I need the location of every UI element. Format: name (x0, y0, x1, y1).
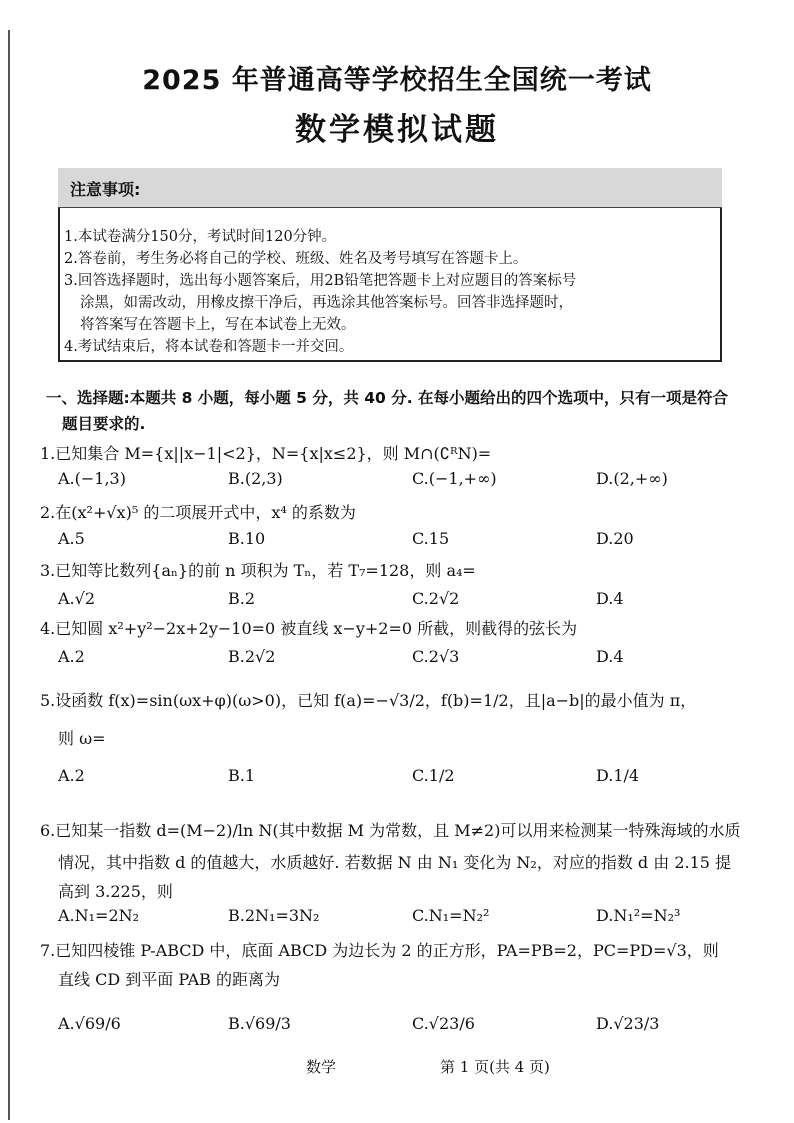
question-3-stem: 3.已知等比数列{aₙ}的前 n 项积为 Tₙ，若 T₇=128，则 a₄= (40, 561, 476, 580)
question-1-option-b: B.(2,3) (228, 469, 283, 488)
footer-subject: 数学 (306, 1058, 337, 1076)
section-heading-line-1: 一、选择题:本题共 8 小题，每小题 5 分，共 40 分. 在每小题给出的四个选项中，只有一项是符合 (46, 389, 729, 407)
question-6-stem-line-1: 6.已知某一指数 d=(M−2)/ln N(其中数据 M 为常数，且 M≠2)可以用来检测某一特殊海域的水质 (40, 821, 741, 840)
exam-title: 2025 年普通高等学校招生全国统一考试 (142, 65, 652, 96)
question-6-option-a: A.N₁=2N₂ (58, 906, 140, 925)
notice-line-4: 涂黑，如需改动，用橡皮擦干净后，再选涂其他答案标号。回答非选择题时， (80, 295, 573, 311)
footer-page-number: 第 1 页(共 4 页) (440, 1058, 550, 1076)
section-heading-line-2: 题目要求的. (62, 415, 146, 433)
question-7-option-c: C.√23/6 (412, 1014, 475, 1033)
notice-line-1: 1.本试卷满分150分，考试时间120分钟。 (64, 229, 337, 245)
question-5-option-b: B.1 (228, 766, 256, 785)
question-5-stem-line-2: 则 ω= (58, 729, 106, 748)
question-5-option-d: D.1/4 (596, 766, 640, 785)
question-7-stem-line-1: 7.已知四棱锥 P-ABCD 中，底面 ABCD 为边长为 2 的正方形，PA=PB=2，PC=PD=√3，则 (40, 941, 719, 960)
question-4-option-a: A.2 (58, 647, 85, 666)
question-3-option-d: D.4 (596, 589, 624, 608)
question-6-stem-line-3: 高到 3.225，则 (58, 882, 173, 901)
question-2-stem: 2.在(x²+√x)⁵ 的二项展开式中，x⁴ 的系数为 (40, 503, 356, 522)
question-5-option-a: A.2 (58, 766, 85, 785)
question-6-option-b: B.2N₁=3N₂ (228, 906, 320, 925)
question-7-stem-line-2: 直线 CD 到平面 PAB 的距离为 (58, 970, 281, 989)
question-7-option-d: D.√23/3 (596, 1014, 660, 1033)
notice-header (58, 168, 722, 208)
question-1-option-a: A.(−1,3) (58, 469, 126, 488)
question-4-option-c: C.2√3 (412, 647, 460, 666)
question-4-option-d: D.4 (596, 647, 624, 666)
notice-line-5: 将答案写在答题卡上，写在本试卷上无效。 (80, 317, 356, 333)
question-7-option-b: B.√69/3 (228, 1014, 291, 1033)
question-3-option-c: C.2√2 (412, 589, 460, 608)
notice-line-3: 3.回答选择题时，选出每小题答案后，用2B铅笔把答题卡上对应题目的答案标号 (64, 273, 577, 289)
exam-subtitle: 数学模拟试题 (295, 112, 499, 148)
question-3-option-b: B.2 (228, 589, 256, 608)
notice-line-6: 4.考试结束后，将本试卷和答题卡一并交回。 (64, 339, 354, 355)
question-5-stem-line-1: 5.设函数 f(x)=sin(ωx+φ)(ω>0)，已知 f(a)=−√3/2，f(b)=1/2，且|a−b|的最小值为 π， (40, 691, 697, 710)
question-2-option-c: C.15 (412, 529, 450, 548)
question-7-option-a: A.√69/6 (58, 1014, 121, 1033)
question-3-option-a: A.√2 (58, 589, 96, 608)
question-6-stem-line-2: 情况，其中指数 d 的值越大，水质越好. 若数据 N 由 N₁ 变化为 N₂，对应的指数 d 由 2.15 提 (58, 853, 732, 872)
question-2-option-b: B.10 (228, 529, 266, 548)
question-2-option-d: D.20 (596, 529, 634, 548)
question-1-option-d: D.(2,+∞) (596, 469, 668, 488)
question-6-option-d: D.N₁²=N₂³ (596, 906, 681, 925)
question-1-stem: 1.已知集合 M={x||x−1|<2}，N={x|x≤2}，则 M∩(∁ᴿN)= (40, 444, 492, 463)
question-4-stem: 4.已知圆 x²+y²−2x+2y−10=0 被直线 x−y+2=0 所截，则截得的弦长为 (40, 619, 578, 638)
question-5-option-c: C.1/2 (412, 766, 455, 785)
page-edge-line (8, 30, 10, 1120)
notice-line-2: 2.答卷前，考生务必将自己的学校、班级、姓名及考号填写在答题卡上。 (64, 251, 528, 267)
notice-heading: 注意事项: (70, 180, 141, 199)
question-4-option-b: B.2√2 (228, 647, 276, 666)
question-2-option-a: A.5 (58, 529, 85, 548)
question-1-option-c: C.(−1,+∞) (412, 469, 497, 488)
question-6-option-c: C.N₁=N₂² (412, 906, 490, 925)
